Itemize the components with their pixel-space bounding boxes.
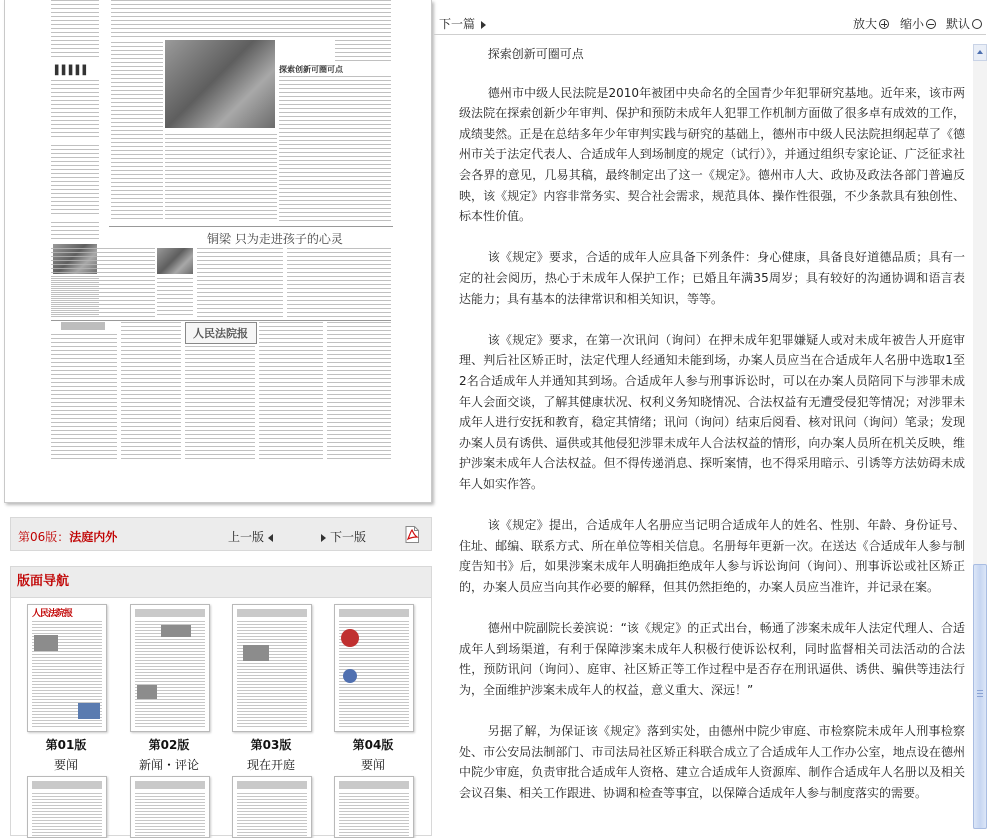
page-headline: 铜梁 只为走进孩子的心灵: [207, 232, 343, 246]
page-section-01[interactable]: 要闻: [53, 758, 78, 772]
scroll-up-button[interactable]: [973, 44, 987, 61]
article-body: [459, 44, 965, 829]
next-article-link[interactable]: 下一篇: [439, 15, 486, 32]
toolbar-divider: [434, 34, 986, 35]
triangle-left-icon: [268, 534, 273, 542]
current-edition: 第06版：法庭内外: [18, 530, 118, 544]
article-paragraph: 德州市中级人民法院是2010年被团中央命名的全国青少年犯罪研究基地。近年来，该市两级法院在探索创新少年审判、保护和预防未成年人犯罪工作机制方面做了很多卓有成效的工作，成绩斐然。正是在总结多年少年审判实践与研究的基础上，德州市中级人民法院担纲起草了《德州市关于法定代表人、合适成年人到场制度的规定（试行）》，并通过组织专家论证、广泛征求社会各界的意见，几易其稿，最终制定出了这一《规定》。德州市人大、政协及政法各部门普遍反映，该《规定》内容非常务实、契合社会需求，规范具体、操作性很强，不少条款具有独创性、标本性价值。: [459, 85, 965, 224]
masthead-small: 人民法院报: [193, 327, 248, 340]
window-edge: [993, 0, 1004, 829]
triangle-right-icon: [481, 21, 486, 29]
article-scrollbar[interactable]: [973, 44, 987, 829]
newspaper-page-image[interactable]: ▌▌▌▌▌ 探索创新可圈可点 铜梁 只为走进孩子的心灵 人民法院报: [4, 0, 432, 503]
article-paragraph: 该《规定》要求，在第一次讯问（询问）在押未成年犯罪嫌疑人或对未成年被告人开庭审理、判后社区矫正时，法定代理人经通知未能到场，办案人员应当在合适成年人名册中选取1至2名合适成年人并通知其到场。合适成年人参与刑事诉讼时，可以在办案人员陪同下与涉罪未成年人会面交谈，了解其健康状况、权利义务知晓情况、合法权益有无遭受侵犯等情况；对涉罪未成年人进行安抚和教育，稳定其情绪；讯问（询问）结束后阅看、核对讯问（询问）笔录；发现办案人员有诱供、逼供或其他侵犯涉罪未成年人合法权益的情形，向办案人员所在机关反映，维护涉案未成年人合法权益。但不得传递消息、探听案情，也不得采用暗示、引诱等方法妨碍未成年人如实作答。: [459, 332, 965, 491]
page-section-04[interactable]: 要闻: [360, 758, 385, 772]
nav-title: 版面导航: [11, 567, 431, 598]
zoom-in-button[interactable]: 放大: [853, 15, 889, 32]
page-number-01[interactable]: 第01版: [45, 738, 87, 752]
article-subhead: 探索创新可圈可点: [487, 47, 584, 61]
zoom-out-button[interactable]: 缩小: [900, 15, 936, 32]
article-paragraph: 该《规定》要求，合适的成年人应具备下列条件：身心健康，具备良好道德品质；具有一定的社会阅历，热心于未成年人保护工作；已婚且年满35周岁；具有较好的沟通协调和语言表达能力；具有基本的法律常识和相关知识，等等。: [459, 250, 965, 306]
circle-icon: [972, 19, 982, 29]
page-thumbnail-03[interactable]: [232, 604, 312, 732]
next-edition-link[interactable]: 下一版: [321, 528, 366, 545]
page-thumbnail-01[interactable]: 人民法院报: [27, 604, 107, 732]
pdf-icon[interactable]: [405, 526, 419, 543]
article-paragraph: 该《规定》提出，合适成年人名册应当记明合适成年人的姓名、性别、年龄、身份证号、住址、邮编、联系方式、所在单位等相关信息。名册每年更新一次。在送达《合适成年人参与制度告知书》后，如果涉案未成年人明确拒绝成年人参与诉讼询问（询问）、刑事诉讼或社区矫正的，办案人员应当向其作必要的解释，但其仍然拒绝的，办案人员应当准许，并记录在案。: [459, 518, 965, 594]
page-thumbnail-04[interactable]: [334, 604, 414, 732]
article-toolbar: [434, 12, 990, 34]
page-thumbnail-02[interactable]: [130, 604, 210, 732]
plus-circle-icon: [879, 19, 889, 29]
zoom-default-button[interactable]: 默认: [946, 15, 982, 32]
edition-bar: [10, 517, 432, 551]
scroll-thumb[interactable]: [973, 564, 987, 829]
page-section-02[interactable]: 新闻・评论: [138, 758, 199, 772]
page-number-03[interactable]: 第03版: [250, 738, 292, 752]
article-paragraph: 另据了解，为保证该《规定》落到实处，由德州中院少审庭、市检察院未成年人刑事检察处、市公安局法制部门、市司法局社区矫正科联合成立了合适成年人工作办公室，地点设在德州中院少审庭，负责审批合适成年人资格、建立合适成年人资源库、制作合适成年人名册以及相关会议召集、相关工作跟进、协调和检查等事宜，以保障合适成年人参与制度落实的需要。: [459, 724, 965, 800]
page-section-03[interactable]: 现在开庭: [246, 758, 295, 772]
page-number-02[interactable]: 第02版: [148, 738, 190, 752]
page-number-04[interactable]: 第04版: [352, 738, 394, 752]
minus-circle-icon: [926, 19, 936, 29]
prev-edition-link[interactable]: 上一版: [228, 528, 273, 545]
article-paragraph: 德州中院副院长姜滨说：“该《规定》的正式出台，畅通了涉案未成年人法定代理人、合适成年人到场渠道，有利于保障涉案未成年人积极行使诉讼权利，同时监督相关司法活动的合法性，预防讯问（询问）、庭审、社区矫正等工作过程中是否存在刑讯逼供、诱供、骗供等违法行为，全面维护涉案未成年人的权益，意义重大、深远！”: [459, 621, 965, 697]
triangle-right-icon: [321, 534, 326, 542]
